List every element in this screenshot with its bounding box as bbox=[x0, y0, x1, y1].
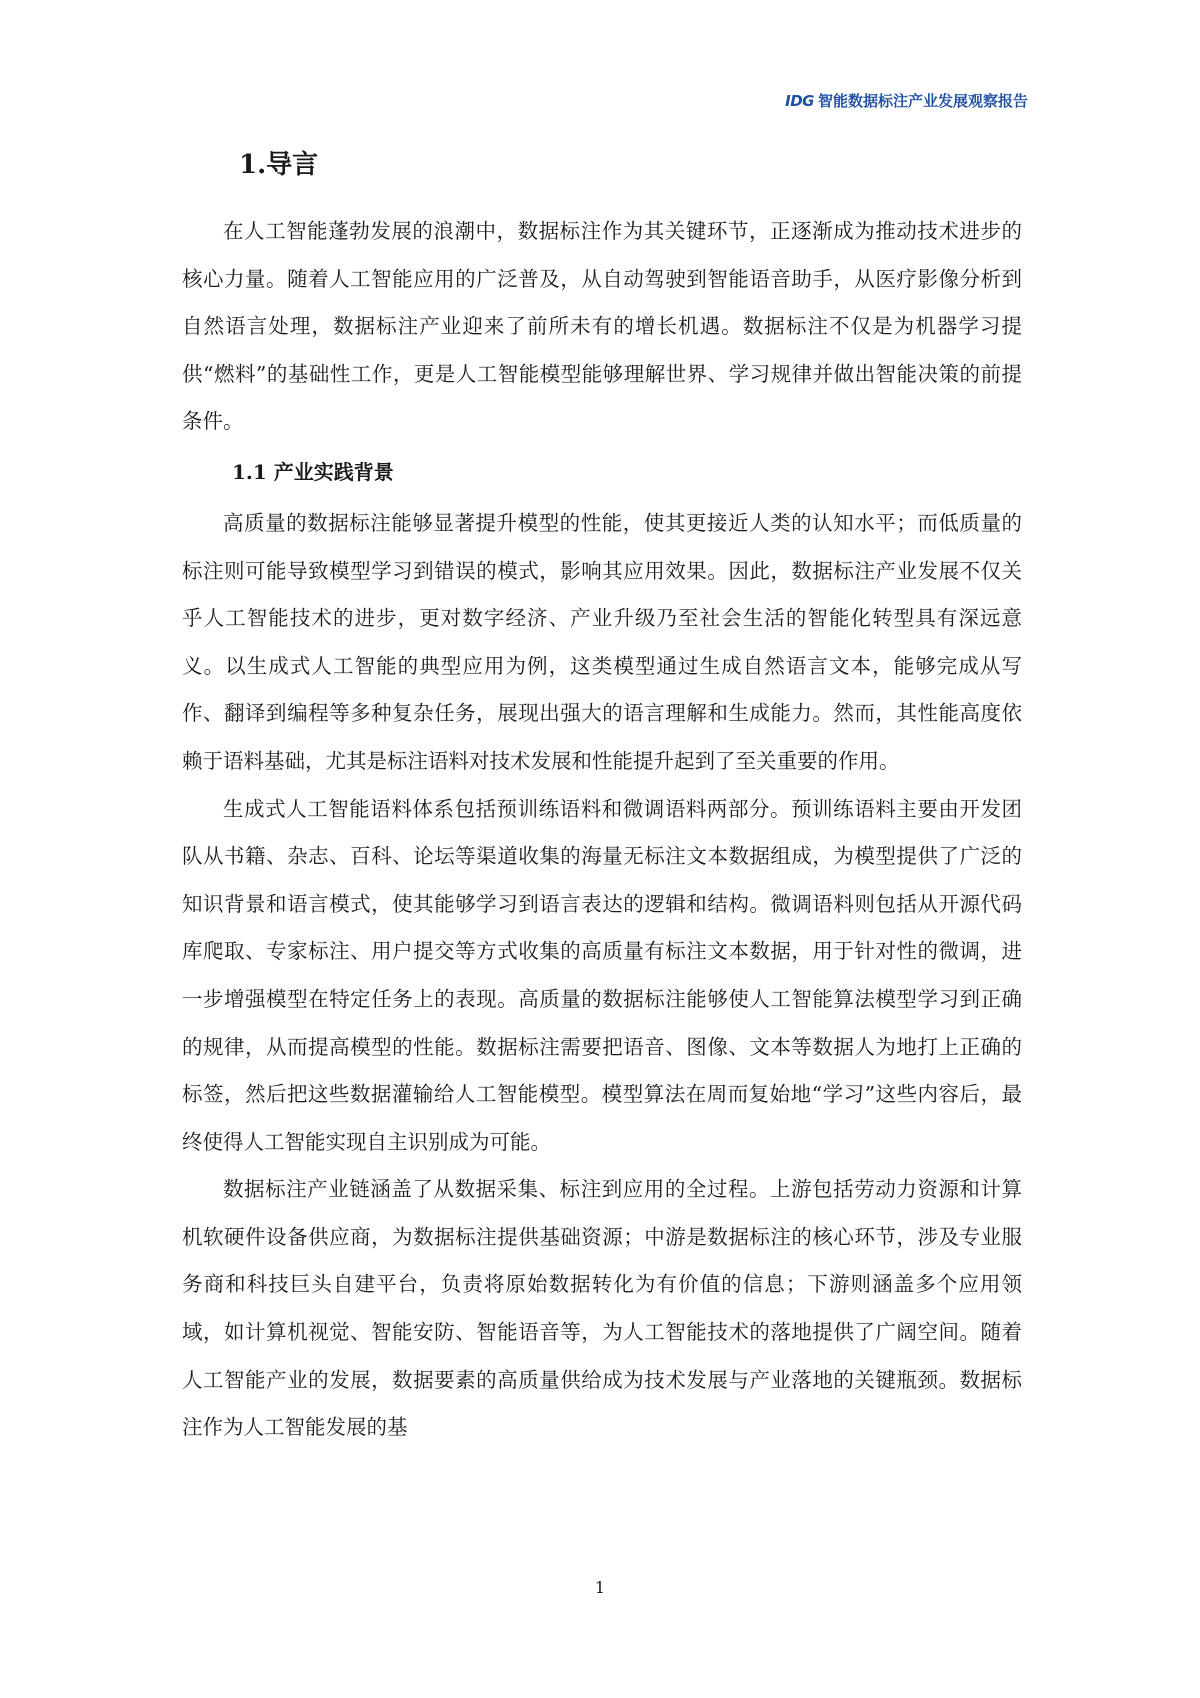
idg-logo: IDG bbox=[785, 91, 814, 110]
body-paragraph-2: 生成式人工智能语料体系包括预训练语料和微调语料两部分。预训练语料主要由开发团队从书籍、杂志、百科、论坛等渠道收集的海量无标注文本数据组成，为模型提供了广泛的知识背景和语言模式，使其能够学习到语言表达的逻辑和结构。微调语料则包括从开源代码库爬取、专家标注、用户提交等方式收集的高质量有标注文本数据，用于针对性的微调，进一步增强模型在特定任务上的表现。高质量的数据标注能够使人工智能算法模型学习到正确的规律，从而提高模型的性能。数据标注需要把语音、图像、文本等数据人为地打上正确的标签，然后把这些数据灌输给人工智能模型。模型算法在周而复始地“学习”这些内容后，最终使得人工智能实现自主识别成为可能。 bbox=[182, 796, 1022, 1154]
body-paragraph-3: 数据标注产业链涵盖了从数据采集、标注到应用的全过程。上游包括劳动力资源和计算机软硬件设备供应商，为数据标注提供基础资源；中游是数据标注的核心环节，涉及专业服务商和科技巨头自建平台，负责将原始数据转化为有价值的信息；下游则涵盖多个应用领域，如计算机视觉、智能安防、智能语音等，为人工智能技术的落地提供了广阔空间。随着人工智能产业的发展，数据要素的高质量供给成为技术发展与产业落地的关键瓶颈。数据标注作为人工智能发展的基 bbox=[182, 1177, 1022, 1440]
page-number: 1 bbox=[594, 1578, 606, 1597]
intro-paragraph: 在人工智能蓬勃发展的浪潮中，数据标注作为其关键环节，正逐渐成为推动技术进步的核心力量。随着人工智能应用的广泛普及，从自动驾驶到智能语音助手，从医疗影像分析到自然语言处理，数据标注产业迎来了前所未有的增长机遇。数据标注不仅是为机器学习提供“燃料”的基础性工作，更是人工智能模型能够理解世界、学习规律并做出智能决策的前提条件。 bbox=[182, 219, 1022, 434]
report-title: 智能数据标注产业发展观察报告 bbox=[817, 92, 1028, 110]
page-header bbox=[785, 90, 1028, 111]
subsection-heading-industry-background: 1.1 产业实践背景 bbox=[232, 459, 394, 484]
document-body bbox=[182, 140, 1022, 1452]
body-paragraph-1: 高质量的数据标注能够显著提升模型的性能，使其更接近人类的认知水平；而低质量的标注则可能导致模型学习到错误的模式，影响其应用效果。因此，数据标注产业发展不仅关乎人工智能技术的进步，更对数字经济、产业升级乃至社会生活的智能化转型具有深远意义。以生成式人工智能的典型应用为例，这类模型通过生成自然语言文本，能够完成从写作、翻译到编程等多种复杂任务，展现出强大的语言理解和生成能力。然而，其性能高度依赖于语料基础，尤其是标注语料对技术发展和性能提升起到了至关重要的作用。 bbox=[182, 510, 1022, 773]
section-heading-introduction: 1.导言 bbox=[239, 150, 319, 180]
